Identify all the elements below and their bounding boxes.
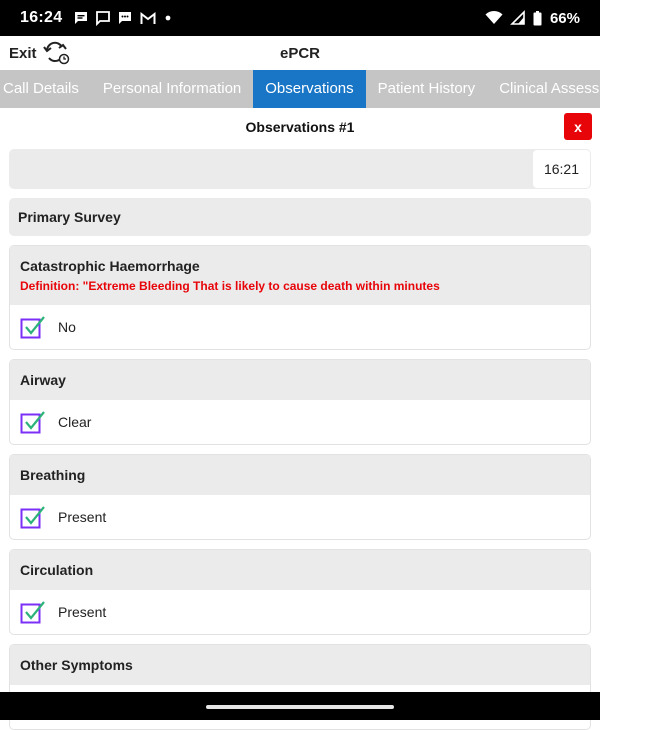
wifi-icon: [485, 11, 503, 25]
circulation-option[interactable]: [10, 590, 590, 634]
card-title: Circulation: [20, 562, 94, 578]
option-value: No: [58, 319, 76, 335]
option-value: Present: [58, 604, 107, 620]
card-title: Other Symptoms: [20, 657, 133, 673]
app-bar: [0, 36, 600, 70]
exit-button[interactable]: [0, 41, 71, 65]
dot-icon: [164, 14, 172, 22]
checkbox-checked-icon: [20, 410, 46, 434]
circulation-card: [9, 549, 591, 635]
chat-icon: [74, 11, 88, 25]
observation-time-field[interactable]: 16:21: [533, 150, 590, 188]
airway-option[interactable]: [10, 400, 590, 444]
card-header: [10, 645, 590, 685]
tab-observations[interactable]: Observations: [253, 70, 365, 108]
notification-icons: [74, 11, 172, 25]
status-time: 16:24: [20, 9, 63, 26]
app-title: ePCR: [279, 44, 320, 62]
checkbox-checked-icon: [20, 600, 46, 624]
breathing-option[interactable]: [10, 495, 590, 539]
observation-form: [9, 149, 591, 730]
catastrophic-haemorrhage-card: [9, 245, 591, 350]
checkbox-checked-icon: [20, 315, 46, 339]
battery-icon: [533, 11, 542, 26]
tab-clinical-assessment[interactable]: Clinical Assessment: [499, 80, 633, 97]
card-title: Catastrophic Haemorrhage: [20, 258, 200, 274]
breathing-card: [9, 454, 591, 540]
observation-header: [0, 108, 600, 146]
card-definition: Definition: "Extreme Bleeding That is likely to cause death within minutes: [20, 279, 440, 293]
system-nav-bar: [0, 692, 600, 720]
tab-call-details[interactable]: Call Details: [3, 80, 79, 97]
haemorrhage-option[interactable]: [10, 305, 590, 349]
card-header: [10, 246, 590, 305]
option-value: Clear: [58, 414, 92, 430]
primary-survey-header: Primary Survey: [9, 198, 591, 236]
tab-personal-information[interactable]: Personal Information: [102, 80, 242, 97]
signal-icon: [511, 11, 525, 25]
airway-card: [9, 359, 591, 445]
card-header: [10, 360, 590, 400]
section-tabs: [0, 70, 633, 108]
card-title: Breathing: [20, 467, 86, 483]
option-value: Present: [58, 509, 107, 525]
battery-percent: 66%: [549, 9, 580, 27]
card-header: [10, 455, 590, 495]
card-title: Airway: [20, 372, 66, 388]
time-row: [9, 149, 591, 189]
observation-title: Observations #1: [245, 119, 355, 135]
exit-label: Exit: [9, 44, 37, 62]
checkbox-checked-icon: [20, 505, 46, 529]
close-button[interactable]: x: [564, 113, 592, 140]
message-icon: [96, 11, 110, 25]
sync-clock-icon: [43, 41, 71, 65]
tab-patient-history[interactable]: Patient History: [377, 80, 476, 97]
gmail-icon: [140, 12, 156, 25]
card-header: [10, 550, 590, 590]
sms-icon: [118, 11, 132, 25]
home-gesture-handle[interactable]: [206, 705, 394, 709]
system-status: [485, 10, 580, 27]
status-bar: [0, 0, 600, 36]
